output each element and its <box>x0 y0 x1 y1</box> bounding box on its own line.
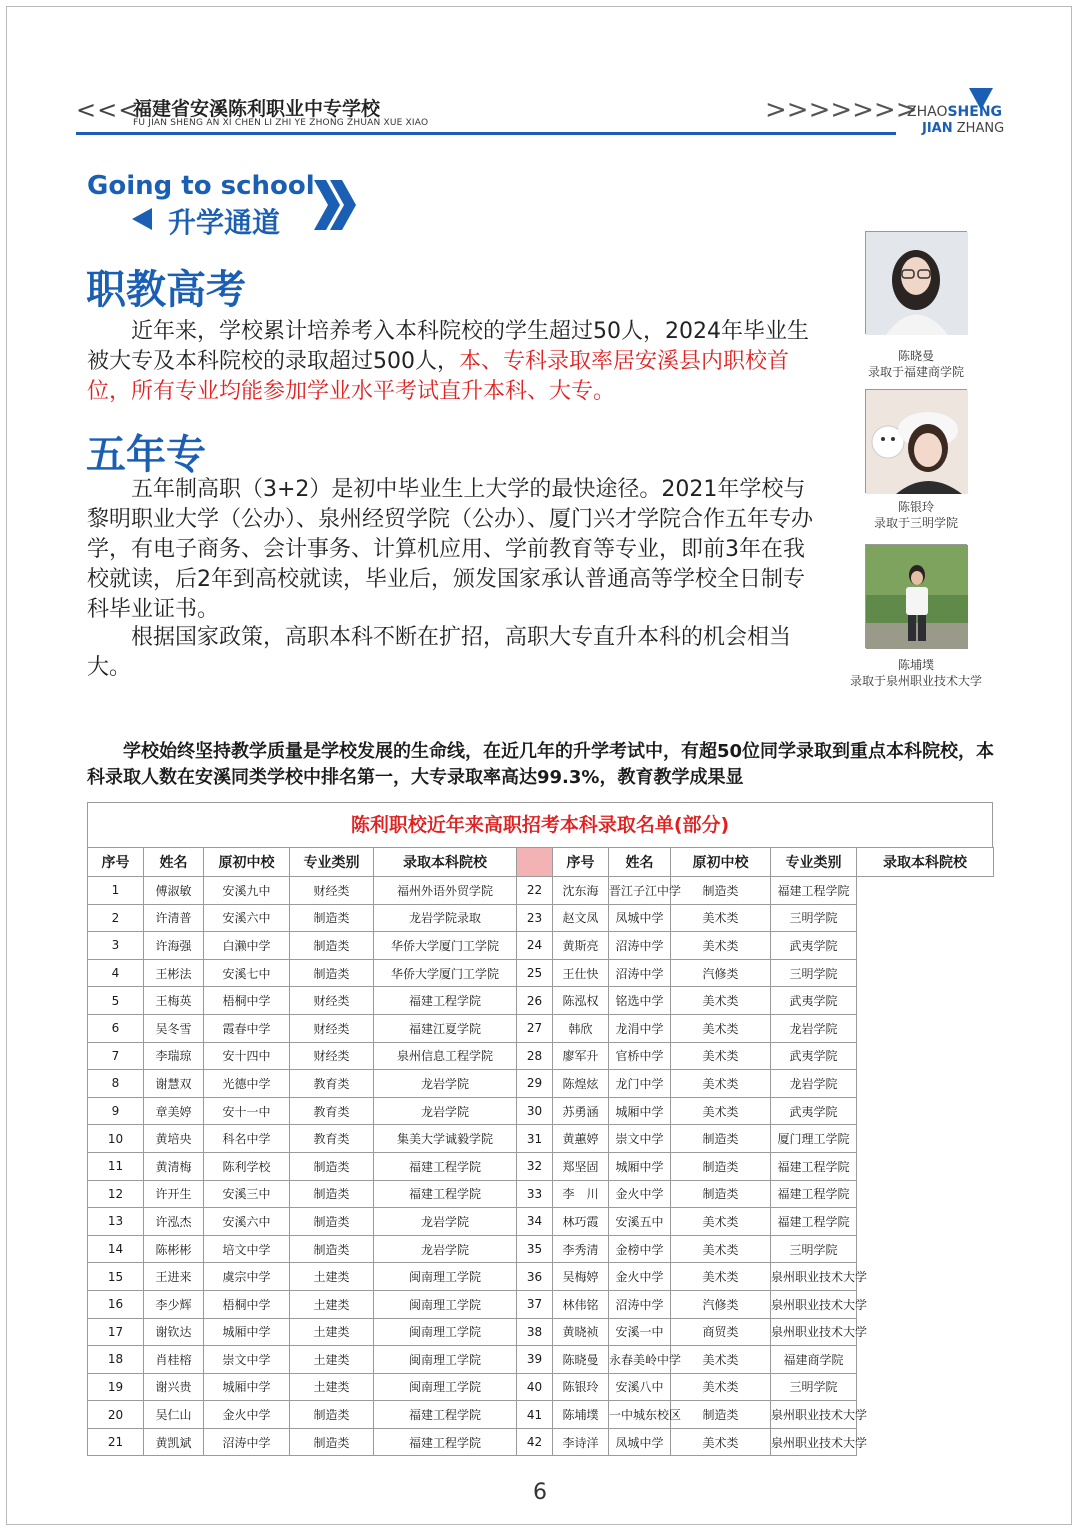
table-cell: 王仕快 <box>553 959 609 987</box>
table-cell: 郑坚固 <box>553 1152 609 1180</box>
table-row <box>88 1263 994 1291</box>
table-cell: 龙门中学 <box>609 1070 671 1098</box>
table-row <box>88 1208 994 1236</box>
table-cell: 城厢中学 <box>609 1152 671 1180</box>
table-cell: 沼涛中学 <box>609 932 671 960</box>
heading-five-year: 五年专 <box>86 432 206 478</box>
table-cell: 35 <box>517 1235 553 1263</box>
student-admitted: 录取于泉州职业技术大学 <box>849 674 982 688</box>
student-caption <box>816 657 1016 689</box>
table-cell: 陈利学校 <box>204 1152 290 1180</box>
table-cell: 22 <box>517 877 553 905</box>
table-cell: 一中城东校区 <box>609 1401 671 1429</box>
table-cell: 许开生 <box>144 1180 204 1208</box>
table-cell: 美术类 <box>671 1208 771 1236</box>
table-cell: 金火中学 <box>204 1401 290 1429</box>
table-cell: 黄培央 <box>144 1125 204 1153</box>
five-year-para1: 五年制高职（3+2）是初中毕业生上大学的最快途径。2021年学校与黎明职业大学（公办）、泉州经贸学院（公办）、厦门兴才学院合作五年专办学，有电子商务、会计事务、计算机应用、学前教育等专业，即前3年在我校就读，后2年到高校就读，毕业后，颁发国家承认普通高等学校全日制专科毕业证书。 <box>87 477 814 622</box>
table-cell: 黄蕙婷 <box>553 1125 609 1153</box>
table-cell: 商贸类 <box>671 1318 771 1346</box>
table-cell: 金火中学 <box>609 1263 671 1291</box>
table-row <box>88 1180 994 1208</box>
table-cell: 苏勇涵 <box>553 1097 609 1125</box>
table-cell: 19 <box>88 1373 144 1401</box>
table-row <box>88 1373 994 1401</box>
table-cell: 龙岩学院 <box>771 1014 857 1042</box>
table-cell: 29 <box>517 1070 553 1098</box>
table-row <box>88 877 994 905</box>
table-cell: 财经类 <box>290 877 374 905</box>
table-cell: 厦门理工学院 <box>771 1125 857 1153</box>
table-cell: 汽修类 <box>671 1290 771 1318</box>
table-cell: 安溪六中 <box>204 1208 290 1236</box>
table-cell: 梧桐中学 <box>204 987 290 1015</box>
table-cell: 韩欣 <box>553 1014 609 1042</box>
col-header-major: 专业类别 <box>290 848 374 877</box>
table-cell: 教育类 <box>290 1125 374 1153</box>
table-cell: 泉州职业技术大学 <box>771 1290 857 1318</box>
table-cell: 安溪八中 <box>609 1373 671 1401</box>
table-cell: 泉州职业技术大学 <box>771 1428 857 1456</box>
table-row <box>88 1428 994 1456</box>
table-cell: 吴仁山 <box>144 1401 204 1429</box>
table-cell: 汽修类 <box>671 959 771 987</box>
table-cell: 美术类 <box>671 1235 771 1263</box>
table-cell: 三明学院 <box>771 1373 857 1401</box>
table-cell: 制造类 <box>671 877 771 905</box>
admission-table-grid <box>87 847 994 1456</box>
table-cell: 武夷学院 <box>771 1097 857 1125</box>
table-cell: 21 <box>88 1428 144 1456</box>
table-cell: 24 <box>517 932 553 960</box>
table-row <box>88 1290 994 1318</box>
table-cell: 沈东海 <box>553 877 609 905</box>
table-cell: 25 <box>517 959 553 987</box>
col-header-name: 姓名 <box>609 848 671 877</box>
table-cell: 11 <box>88 1152 144 1180</box>
table-cell: 财经类 <box>290 1014 374 1042</box>
table-cell: 7 <box>88 1042 144 1070</box>
table-cell: 美术类 <box>671 1373 771 1401</box>
table-row <box>88 1097 994 1125</box>
table-cell: 17 <box>88 1318 144 1346</box>
table-cell: 制造类 <box>671 1125 771 1153</box>
table-cell: 30 <box>517 1097 553 1125</box>
student-photo <box>865 389 967 493</box>
table-row <box>88 932 994 960</box>
table-cell: 李秀清 <box>553 1235 609 1263</box>
table-cell: 金火中学 <box>609 1180 671 1208</box>
table-cell: 陈银玲 <box>553 1373 609 1401</box>
table-cell: 城厢中学 <box>204 1318 290 1346</box>
table-cell: 陈煌炫 <box>553 1070 609 1098</box>
student-admitted: 录取于三明学院 <box>873 516 958 530</box>
table-cell: 王梅英 <box>144 987 204 1015</box>
table-cell: 4 <box>88 959 144 987</box>
table-cell: 美术类 <box>671 1097 771 1125</box>
table-cell: 土建类 <box>290 1373 374 1401</box>
table-cell: 安十一中 <box>204 1097 290 1125</box>
table-cell: 城厢中学 <box>609 1097 671 1125</box>
table-row <box>88 1401 994 1429</box>
table-cell: 美术类 <box>671 904 771 932</box>
table-cell: 安溪九中 <box>204 877 290 905</box>
table-cell: 20 <box>88 1401 144 1429</box>
table-cell: 6 <box>88 1014 144 1042</box>
table-cell: 赵文凤 <box>553 904 609 932</box>
table-cell: 吴冬雪 <box>144 1014 204 1042</box>
table-cell: 制造类 <box>290 1235 374 1263</box>
table-cell: 章美婷 <box>144 1097 204 1125</box>
table-cell: 安溪五中 <box>609 1208 671 1236</box>
table-cell: 李诗洋 <box>553 1428 609 1456</box>
student-name: 陈银玲 <box>897 500 934 514</box>
table-row <box>88 1318 994 1346</box>
summary-text: 学校始终坚持教学质量是学校发展的生命线，在近几年的升学考试中，有超50位同学录取到重点本科院校，本科录取人数在安溪同类学校中排名第一，大专录取率高达99.3%，教育教学成果显 <box>87 741 995 788</box>
table-cell: 陈泓权 <box>553 987 609 1015</box>
table-cell: 武夷学院 <box>771 987 857 1015</box>
table-cell: 安溪三中 <box>204 1180 290 1208</box>
table-cell: 福建工程学院 <box>374 987 517 1015</box>
col-header-no: 序号 <box>88 848 144 877</box>
table-cell: 8 <box>88 1070 144 1098</box>
table-cell: 三明学院 <box>771 1235 857 1263</box>
table-cell: 武夷学院 <box>771 1042 857 1070</box>
table-cell: 福建工程学院 <box>374 1401 517 1429</box>
table-cell: 财经类 <box>290 1042 374 1070</box>
table-row <box>88 1346 994 1374</box>
section-title-en: Going to school <box>87 171 315 201</box>
table-row <box>88 1125 994 1153</box>
table-cell: 制造类 <box>290 1428 374 1456</box>
table-cell: 龙岩学院录取 <box>374 904 517 932</box>
table-cell: 谢慧双 <box>144 1070 204 1098</box>
table-cell: 闽南理工学院 <box>374 1290 517 1318</box>
header-right-arrows: >>>>>>> <box>765 95 918 125</box>
table-row <box>88 904 994 932</box>
table-cell: 凤城中学 <box>609 904 671 932</box>
col-header-middle-school: 原初中校 <box>204 848 290 877</box>
table-cell: 2 <box>88 904 144 932</box>
table-header-row <box>88 848 994 877</box>
table-cell: 黄晓祯 <box>553 1318 609 1346</box>
table-cell: 闽南理工学院 <box>374 1373 517 1401</box>
table-cell: 科名中学 <box>204 1125 290 1153</box>
table-cell: 官桥中学 <box>609 1042 671 1070</box>
student-caption <box>816 348 1016 380</box>
table-cell: 龙岩学院 <box>771 1070 857 1098</box>
table-cell: 教育类 <box>290 1070 374 1098</box>
table-cell: 福建工程学院 <box>771 1152 857 1180</box>
table-cell: 42 <box>517 1428 553 1456</box>
table-cell: 白濑中学 <box>204 932 290 960</box>
table-cell: 5 <box>88 987 144 1015</box>
table-cell: 福建工程学院 <box>771 1208 857 1236</box>
table-cell: 闽南理工学院 <box>374 1346 517 1374</box>
student-caption <box>816 499 1016 531</box>
table-cell: 福州外语外贸学院 <box>374 877 517 905</box>
table-cell: 美术类 <box>671 932 771 960</box>
student-name: 陈埔墣 <box>897 658 934 672</box>
table-cell: 陈彬彬 <box>144 1235 204 1263</box>
table-cell: 27 <box>517 1014 553 1042</box>
table-cell: 沼涛中学 <box>609 1290 671 1318</box>
table-cell: 3 <box>88 932 144 960</box>
table-cell: 土建类 <box>290 1263 374 1291</box>
table-cell: 14 <box>88 1235 144 1263</box>
table-cell: 41 <box>517 1401 553 1429</box>
table-cell: 土建类 <box>290 1318 374 1346</box>
table-cell: 林伟铭 <box>553 1290 609 1318</box>
table-cell: 制造类 <box>671 1152 771 1180</box>
brand-line2: JIAN ZHANG <box>922 121 1005 136</box>
table-cell: 40 <box>517 1373 553 1401</box>
table-cell: 李 川 <box>553 1180 609 1208</box>
col-header-major: 专业类别 <box>771 848 857 877</box>
table-cell: 美术类 <box>671 987 771 1015</box>
table-cell: 崇文中学 <box>204 1346 290 1374</box>
table-cell: 许海强 <box>144 932 204 960</box>
table-cell: 龙岩学院 <box>374 1070 517 1098</box>
table-cell: 32 <box>517 1152 553 1180</box>
table-cell: 谢兴贵 <box>144 1373 204 1401</box>
table-cell: 财经类 <box>290 987 374 1015</box>
table-cell: 龙涓中学 <box>609 1014 671 1042</box>
table-cell: 肖桂榕 <box>144 1346 204 1374</box>
col-header-university: 录取本科院校 <box>374 848 517 877</box>
student-admitted: 录取于福建商学院 <box>867 365 964 379</box>
table-cell: 制造类 <box>290 1180 374 1208</box>
table-cell: 华侨大学厦门工学院 <box>374 932 517 960</box>
table-cell: 制造类 <box>671 1401 771 1429</box>
double-chevron-icon <box>312 178 358 232</box>
table-cell: 龙岩学院 <box>374 1097 517 1125</box>
table-cell: 沼涛中学 <box>609 959 671 987</box>
table-cell: 福建工程学院 <box>771 1180 857 1208</box>
col-header-middle-school: 原初中校 <box>671 848 771 877</box>
table-cell: 23 <box>517 904 553 932</box>
table-cell: 虞宗中学 <box>204 1263 290 1291</box>
table-cell: 福建工程学院 <box>374 1180 517 1208</box>
table-cell: 铭选中学 <box>609 987 671 1015</box>
table-cell: 12 <box>88 1180 144 1208</box>
student-name: 陈晓曼 <box>897 349 934 363</box>
table-cell: 凤城中学 <box>609 1428 671 1456</box>
table-cell: 美术类 <box>671 1014 771 1042</box>
table-cell: 武夷学院 <box>771 932 857 960</box>
table-cell: 制造类 <box>290 1208 374 1236</box>
table-cell: 31 <box>517 1125 553 1153</box>
table-cell: 37 <box>517 1290 553 1318</box>
col-header-name: 姓名 <box>144 848 204 877</box>
table-cell: 9 <box>88 1097 144 1125</box>
table-cell: 美术类 <box>671 1428 771 1456</box>
table-cell: 28 <box>517 1042 553 1070</box>
header-divider <box>76 132 896 135</box>
table-cell: 泉州职业技术大学 <box>771 1318 857 1346</box>
table-title: 陈利职校近年来高职招考本科录取名单(部分) <box>87 802 993 847</box>
table-cell: 安溪六中 <box>204 904 290 932</box>
table-cell: 美术类 <box>671 1042 771 1070</box>
table-cell: 泉州职业技术大学 <box>771 1401 857 1429</box>
table-cell: 制造类 <box>290 1401 374 1429</box>
table-cell: 许清普 <box>144 904 204 932</box>
table-cell: 福建江夏学院 <box>374 1014 517 1042</box>
table-cell: 霞春中学 <box>204 1014 290 1042</box>
table-cell: 美术类 <box>671 1070 771 1098</box>
table-cell: 李瑞琼 <box>144 1042 204 1070</box>
table-row <box>88 1014 994 1042</box>
table-cell: 美术类 <box>671 1346 771 1374</box>
table-cell: 制造类 <box>290 932 374 960</box>
table-cell: 华侨大学厦门工学院 <box>374 959 517 987</box>
table-cell: 黄斯亮 <box>553 932 609 960</box>
table-cell: 福建商学院 <box>771 1346 857 1374</box>
table-cell: 38 <box>517 1318 553 1346</box>
table-row <box>88 1235 994 1263</box>
table-cell: 26 <box>517 987 553 1015</box>
table-cell: 18 <box>88 1346 144 1374</box>
table-cell: 傅淑敏 <box>144 877 204 905</box>
table-cell: 1 <box>88 877 144 905</box>
table-cell: 城厢中学 <box>204 1373 290 1401</box>
table-cell: 金榜中学 <box>609 1235 671 1263</box>
table-cell: 集美大学诚毅学院 <box>374 1125 517 1153</box>
col-header-university: 录取本科院校 <box>857 848 994 877</box>
table-cell: 三明学院 <box>771 959 857 987</box>
table-cell: 廖军升 <box>553 1042 609 1070</box>
table-cell: 36 <box>517 1263 553 1291</box>
table-cell: 永春美岭中学 <box>609 1346 671 1374</box>
table-cell: 34 <box>517 1208 553 1236</box>
table-cell: 光德中学 <box>204 1070 290 1098</box>
left-triangle-icon <box>132 208 152 230</box>
table-cell: 33 <box>517 1180 553 1208</box>
table-cell: 泉州职业技术大学 <box>771 1263 857 1291</box>
table-cell: 安溪一中 <box>609 1318 671 1346</box>
table-row <box>88 1152 994 1180</box>
school-name: 福建省安溪陈利职业中专学校 <box>133 98 381 120</box>
table-cell: 陈埔墣 <box>553 1401 609 1429</box>
table-cell: 崇文中学 <box>609 1125 671 1153</box>
student-photo <box>865 544 967 648</box>
table-cell: 教育类 <box>290 1097 374 1125</box>
table-row <box>88 959 994 987</box>
table-cell: 黄清梅 <box>144 1152 204 1180</box>
table-cell: 福建工程学院 <box>771 877 857 905</box>
table-cell: 泉州信息工程学院 <box>374 1042 517 1070</box>
table-cell: 制造类 <box>290 904 374 932</box>
col-header-no: 序号 <box>553 848 609 877</box>
table-cell: 林巧霞 <box>553 1208 609 1236</box>
table-cell: 王彬法 <box>144 959 204 987</box>
heading-vocational-exam: 职教高考 <box>86 267 246 313</box>
table-cell: 李少辉 <box>144 1290 204 1318</box>
table-cell: 闽南理工学院 <box>374 1318 517 1346</box>
table-cell: 土建类 <box>290 1290 374 1318</box>
table-cell: 福建工程学院 <box>374 1152 517 1180</box>
table-cell: 闽南理工学院 <box>374 1263 517 1291</box>
table-cell: 10 <box>88 1125 144 1153</box>
table-cell: 许泓杰 <box>144 1208 204 1236</box>
page-number: 6 <box>533 1480 547 1505</box>
table-cell: 沼涛中学 <box>204 1428 290 1456</box>
table-divider-column <box>517 848 553 877</box>
table-cell: 美术类 <box>671 1263 771 1291</box>
table-cell: 吴梅婷 <box>553 1263 609 1291</box>
header-left-arrows: <<< <box>76 96 140 124</box>
five-year-para2: 根据国家政策，高职本科不断在扩招，高职大专直升本科的机会相当大。 <box>87 625 792 680</box>
table-cell: 王进来 <box>144 1263 204 1291</box>
table-cell: 龙岩学院 <box>374 1208 517 1236</box>
table-row <box>88 1070 994 1098</box>
table-cell: 谢钦达 <box>144 1318 204 1346</box>
table-row <box>88 987 994 1015</box>
table-cell: 黄凯斌 <box>144 1428 204 1456</box>
table-cell: 土建类 <box>290 1346 374 1374</box>
table-cell: 安溪七中 <box>204 959 290 987</box>
table-cell: 制造类 <box>290 1152 374 1180</box>
table-cell: 安十四中 <box>204 1042 290 1070</box>
table-cell: 制造类 <box>671 1180 771 1208</box>
table-cell: 梧桐中学 <box>204 1290 290 1318</box>
section-title-cn: 升学通道 <box>168 206 281 239</box>
table-cell: 培文中学 <box>204 1235 290 1263</box>
table-cell: 陈晓曼 <box>553 1346 609 1374</box>
brand-line1: ZHAOSHENG <box>907 104 1003 120</box>
school-pinyin: FU JIAN SHENG AN XI CHEN LI ZHI YE ZHONG ZHUAN XUE XIAO <box>133 118 429 128</box>
table-cell: 晋江子江中学 <box>609 877 671 905</box>
table-cell: 制造类 <box>290 959 374 987</box>
table-cell: 福建工程学院 <box>374 1428 517 1456</box>
table-cell: 16 <box>88 1290 144 1318</box>
table-cell: 三明学院 <box>771 904 857 932</box>
student-photo <box>865 231 967 334</box>
table-cell: 龙岩学院 <box>374 1235 517 1263</box>
table-cell: 13 <box>88 1208 144 1236</box>
table-row <box>88 1042 994 1070</box>
table-cell: 39 <box>517 1346 553 1374</box>
vocational-exam-text: 近年来，学校累计培养考入本科院校的学生超过50人，2024年毕业生被大专及本科院校的录取超过500人，本、专科录取率居安溪县内职校首位，所有专业均能参加学业水平考试直升本科、大专。 <box>87 319 809 404</box>
admission-table <box>87 802 993 1456</box>
table-cell: 15 <box>88 1263 144 1291</box>
